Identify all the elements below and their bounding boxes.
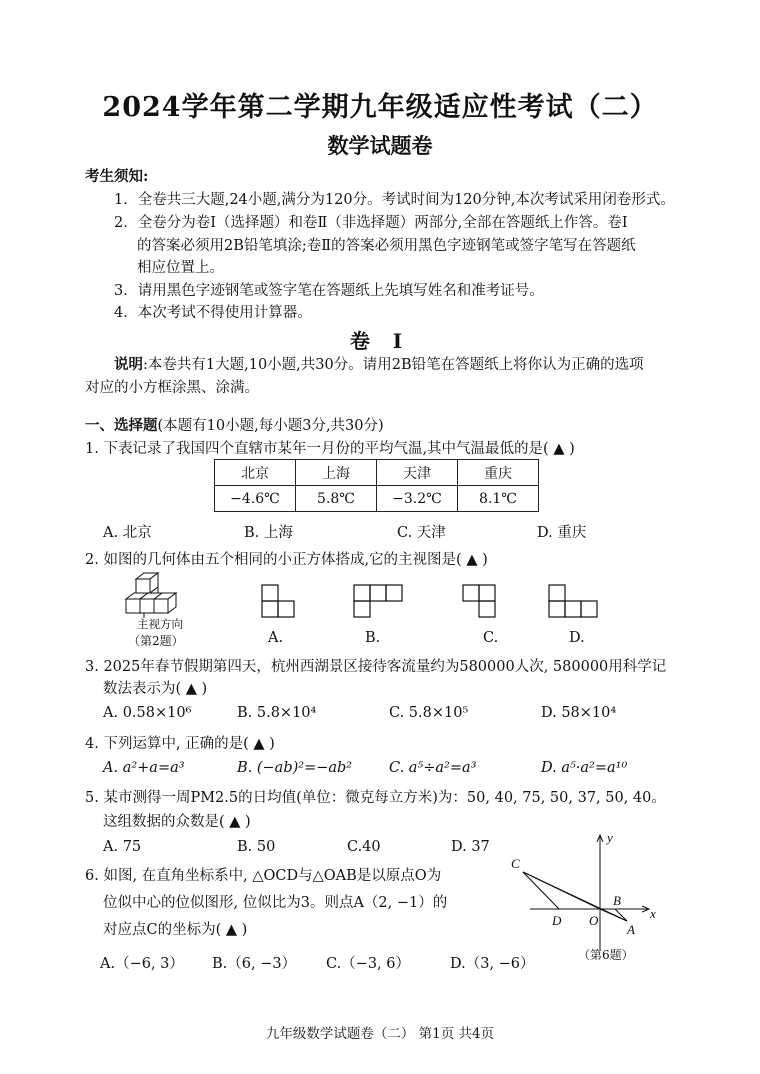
q3-option-c: C. 5.8×10⁵	[389, 705, 469, 721]
q4-option-d: D. a⁵·a²=a¹⁰	[541, 760, 628, 776]
notice-item-2-cont2: 相应位置上。	[137, 260, 224, 276]
q2-fig-caption: （第2题）	[128, 634, 184, 648]
table-header: 上海	[296, 460, 377, 486]
q5-option-a: A. 75	[103, 839, 142, 855]
label-c: C	[511, 856, 520, 871]
table-header: 重庆	[458, 460, 539, 486]
temperature-table	[214, 459, 539, 512]
q6-coordinate-figure	[500, 828, 680, 963]
q6-stem-cont2: 对应点C的坐标为( ▲ )	[103, 922, 248, 938]
q2-option-a-figure	[260, 583, 296, 619]
q2-option-c: C.	[483, 630, 499, 646]
q5-option-c: C.40	[347, 839, 381, 855]
q3-option-d: D. 58×10⁴	[541, 705, 617, 721]
q3-stem: 3. 2025年春节假期第四天，杭州西湖景区接待客流量约为580000人次, 580000用科学记	[85, 659, 667, 675]
notice-item-2-cont: 的答案必须用2B铅笔填涂;卷Ⅱ的答案必须用黑色字迹钢笔或签字笔写在答题纸	[137, 238, 636, 254]
label-y: y	[607, 830, 613, 845]
q1-option-a: A. 北京	[103, 525, 152, 541]
q2-direction-label: 主视方向	[137, 617, 183, 631]
table-header: 天津	[377, 460, 458, 486]
q5-stem-cont: 这组数据的众数是( ▲ )	[103, 814, 251, 830]
label-a: A	[627, 922, 635, 937]
q1-option-b: B. 上海	[244, 525, 293, 541]
q6-option-c: C.（−3, 6）	[326, 956, 411, 972]
q2-solid-figure	[122, 571, 192, 619]
q5-option-b: B. 50	[237, 839, 276, 855]
q3-option-a: A. 0.58×10⁶	[103, 705, 192, 721]
label-o: O	[589, 913, 599, 928]
q6-stem-cont: 位似中心的位似图形, 位似比为3。则点A（2, −1）的	[103, 895, 448, 911]
section-heading	[85, 414, 384, 435]
q2-option-d: D.	[569, 630, 585, 646]
notice-item-2: 2．全卷分为卷Ⅰ（选择题）和卷Ⅱ（非选择题）两部分,全部在答题纸上作答。卷Ⅰ	[114, 215, 628, 231]
table-cell: 8.1℃	[458, 486, 539, 512]
section-title: 一、选择题	[85, 417, 158, 434]
volume-label: 卷 Ⅰ	[349, 329, 411, 353]
label-b: B	[613, 893, 621, 908]
label-x: x	[650, 906, 656, 921]
q3-option-b: B. 5.8×10⁴	[237, 705, 317, 721]
q5-option-d: D. 37	[451, 839, 490, 855]
q2-stem: 2. 如图的几何体由五个相同的小正方体搭成,它的主视图是( ▲ )	[85, 552, 488, 568]
q4-option-c: C. a⁵÷a²=a³	[389, 760, 477, 776]
volume-explain	[114, 353, 644, 374]
q1-stem: 1. 下表记录了我国四个直辖市某年一月份的平均气温,其中气温最低的是( ▲ )	[85, 441, 575, 457]
line-ca	[523, 872, 627, 921]
q2-option-b: B.	[365, 630, 381, 646]
q6-fig-caption: （第6题）	[578, 948, 634, 962]
table-cell: −4.6℃	[215, 486, 296, 512]
notice-item-1: 1．全卷共三大题,24小题,满分为120分。考试时间为120分钟,本次考试采用闭卷形式。	[114, 192, 675, 208]
q2-option-c-figure	[461, 583, 497, 619]
exam-title: 2024学年第二学期九年级适应性考试（二）	[102, 92, 658, 123]
table-cell: −3.2℃	[377, 486, 458, 512]
q6-option-a: A.（−6, 3）	[100, 956, 184, 972]
q2-option-b-figure	[352, 583, 406, 619]
q6-option-d: D.（3, −6）	[450, 956, 535, 972]
q2-option-d-figure	[547, 583, 601, 619]
label-d: D	[552, 913, 562, 928]
explain-text: :本卷共有1大题,10小题,共30分。请用2B铅笔在答题纸上将你认为正确的选项	[143, 357, 644, 373]
table-cell: 5.8℃	[296, 486, 377, 512]
section-note: (本题有10小题,每小题3分,共30分)	[157, 418, 384, 434]
q5-stem: 5. 某市测得一周PM2.5的日均值(单位：微克每立方米)为：50, 40, 75, 50, 37, 50, 40。	[85, 790, 666, 806]
q4-option-a: A. a²+a=a³	[103, 760, 185, 776]
q4-option-b: B. (−ab)²=−ab²	[237, 760, 353, 776]
table-header: 北京	[215, 460, 296, 486]
notice-item-3: 3．请用黑色字迹钢笔或签字笔在答题纸上先填写姓名和准考证号。	[114, 283, 544, 299]
notice-item-4: 4．本次考试不得使用计算器。	[114, 305, 312, 321]
q6-option-b: B.（6, −3）	[212, 956, 297, 972]
q4-stem: 4. 下列运算中, 正确的是( ▲ )	[85, 736, 275, 752]
q1-option-c: C. 天津	[397, 525, 446, 541]
q6-stem: 6. 如图, 在直角坐标系中, △OCD与△OAB是以原点O为	[85, 868, 442, 884]
exam-subtitle: 数学试题卷	[327, 133, 433, 158]
explain-label: 说明	[114, 356, 143, 373]
notice-heading: 考生须知:	[85, 168, 149, 185]
q1-option-d: D. 重庆	[537, 525, 587, 541]
q2-option-a: A.	[268, 630, 284, 646]
page-footer: 九年级数学试题卷（二） 第1页 共4页	[265, 1026, 495, 1042]
volume-explain-cont: 对应的小方框涂黑、涂满。	[85, 380, 259, 396]
q3-stem-cont: 数法表示为( ▲ )	[103, 681, 208, 697]
